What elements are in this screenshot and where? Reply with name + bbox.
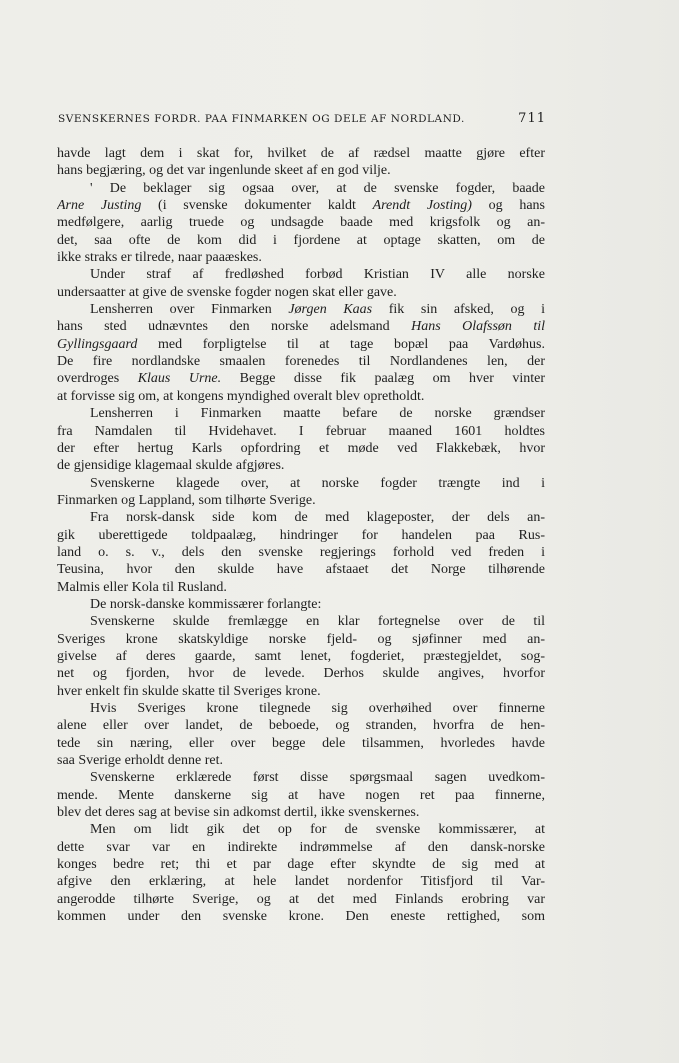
text-segment: dette svar var en indirekte indrømmelse af den dansk-norske xyxy=(57,839,545,855)
page-number: 711 xyxy=(518,111,546,126)
text-line xyxy=(57,405,545,422)
text-segment: det, saa ofte de kom did i fjordene at optage skatten, om de xyxy=(57,232,545,248)
page-header xyxy=(58,111,546,129)
text-segment: de gjensidige klagemaal skulde afgjøres. xyxy=(57,458,285,474)
text-segment: De fire nordlandske smaalen forenedes til Nordlandenes len, der xyxy=(57,354,545,370)
text-line xyxy=(57,717,545,734)
text-segment: blev det deres sag at bevise sin adkomst dertil, ikke svenskernes. xyxy=(57,805,420,821)
text-segment: angerodde tilhørte Sverige, og at det med Finlands erobring var xyxy=(57,891,545,907)
text-line xyxy=(57,527,545,544)
text-line xyxy=(57,752,545,769)
text-line xyxy=(57,665,545,682)
text-segment: hans begjæring, og det var ingenlunde skeet af en god vilje. xyxy=(57,163,391,179)
text-segment: land o. s. v., dels den svenske regjerings forhold ved freden i xyxy=(57,544,545,560)
text-line xyxy=(57,423,545,440)
text-segment: Fra norsk-dansk side kom de med klageposter, der dels an- xyxy=(90,510,545,526)
text-segment: (i svenske dokumenter kaldt xyxy=(141,198,373,214)
text-segment: Teusina, hvor den skulde have afstaaet det Norge tilhørende xyxy=(57,562,545,578)
text-segment: Lensherren over Finmarken xyxy=(90,302,289,318)
text-segment: givelse af deres gaarde, samt lenet, fogderiet, præstegjeldet, sog- xyxy=(57,648,545,664)
text-line xyxy=(57,544,545,561)
italic-name: Klaus Urne. xyxy=(137,371,222,387)
text-segment: Lensherren i Finmarken maatte befare de norske grændser xyxy=(90,406,545,422)
text-line xyxy=(57,266,545,283)
text-line xyxy=(57,180,545,197)
italic-name: Gyllingsgaard xyxy=(57,336,138,352)
text-segment: alene eller over landet, de beboede, og stranden, hvorfra de hen- xyxy=(57,718,545,734)
text-segment: mende. Mente danskerne sig at have nogen ret paa finnerne, xyxy=(57,787,545,803)
text-line xyxy=(57,214,545,231)
text-segment: tede sin næring, eller over begge dele tilsammen, hvorledes havde xyxy=(57,735,545,751)
text-segment: Svenskerne skulde fremlægge en klar fortegnelse over de til xyxy=(90,614,545,630)
text-segment: Svenskerne erklærede først disse spørgsmaal sagen uvedkom- xyxy=(90,770,545,786)
text-segment: gik uberettigede toldpaalæg, hindringer for handelen paa Rus- xyxy=(57,527,545,543)
text-line xyxy=(57,769,545,786)
text-line xyxy=(57,631,545,648)
text-segment: Finmarken og Lappland, som tilhørte Sverige. xyxy=(57,492,316,508)
text-line xyxy=(57,492,545,509)
text-segment: fik sin afsked, og i xyxy=(372,302,545,318)
text-line xyxy=(57,475,545,492)
text-segment: afgive den erklæring, at hele landet nordenfor Titisfjord til Var- xyxy=(57,874,545,890)
text-line xyxy=(57,908,545,925)
running-title: SVENSKERNES FORDR. PAA FINMARKEN OG DELE AF NORDLAND. xyxy=(58,113,465,125)
text-line xyxy=(57,735,545,752)
text-segment: Men om lidt gik det op for de svenske kommissærer, at xyxy=(90,822,545,838)
text-segment: De norsk-danske kommissærer forlangte: xyxy=(90,596,322,612)
text-segment: havde lagt dem i skat for, hvilket de af rædsel maatte gjøre efter xyxy=(57,146,545,161)
text-line xyxy=(57,388,545,405)
text-segment: overdroges xyxy=(57,371,138,387)
text-segment: Under straf af fredløshed forbød Kristian IV alle norske xyxy=(90,267,545,283)
text-line xyxy=(57,509,545,526)
text-segment: hans sted udnævntes den norske adelsmand xyxy=(57,319,412,335)
text-segment: Svenskerne klagede over, at norske fogder trængte ind i xyxy=(90,475,545,491)
text-line xyxy=(57,284,545,301)
text-segment: der efter hertug Karls opfordring et møde ved Flakkebæk, hvor xyxy=(57,440,545,456)
text-segment: kommen under den svenske krone. Den eneste rettighed, som xyxy=(57,909,545,925)
text-segment: Malmis eller Kola til Rusland. xyxy=(57,579,227,595)
text-line xyxy=(57,561,545,578)
italic-name: Arne Justing xyxy=(57,198,142,214)
text-line xyxy=(57,839,545,856)
text-segment: medfølgere, aarlig truede og undsagde baade med krigsfolk og an- xyxy=(57,215,545,231)
text-line xyxy=(57,596,545,613)
text-line xyxy=(57,145,545,162)
text-segment: og hans xyxy=(471,198,545,214)
text-segment: saa Sverige erholdt denne ret. xyxy=(57,753,223,769)
text-segment: ikke straks er tilrede, naar paaæskes. xyxy=(57,250,262,266)
text-line xyxy=(57,318,545,335)
text-line xyxy=(57,232,545,249)
body-text xyxy=(57,145,545,925)
text-line xyxy=(57,301,545,318)
text-segment: Begge disse fik paalæg om hver vinter xyxy=(221,371,545,387)
text-segment: konges bedre ret; thi et par dage efter skyndte de sig med at xyxy=(57,857,545,873)
text-line xyxy=(57,162,545,179)
italic-name: Hans Olafssøn til xyxy=(411,319,545,335)
text-segment: ' De beklager sig ogsaa over, at de svenske fogder, baade xyxy=(90,180,545,196)
text-segment: Sveriges krone skatskyldige norske fjeld- og sjøfinner med an- xyxy=(57,631,545,647)
text-segment: Hvis Sveriges krone tilegnede sig overhøihed over finnerne xyxy=(90,701,545,716)
italic-name: Arendt Josting) xyxy=(372,198,472,214)
text-line xyxy=(57,613,545,630)
text-line xyxy=(57,197,545,214)
text-segment: net og fjorden, hvor de levede. Derhos skulde angives, hvorfor xyxy=(57,666,545,682)
text-segment: fra Namdalen til Hvidehavet. I februar maaned 1601 holdtes xyxy=(57,423,545,439)
text-line xyxy=(57,787,545,804)
text-line xyxy=(57,249,545,266)
text-line xyxy=(57,821,545,838)
text-segment: hver enkelt fin skulde skatte til Sveriges krone. xyxy=(57,683,321,699)
text-segment: at forvisse sig om, at kongens myndighed overalt blev opretholdt. xyxy=(57,388,425,404)
text-segment: undersaatter at give de svenske fogder nogen skat eller gave. xyxy=(57,284,397,300)
text-line xyxy=(57,370,545,387)
text-line xyxy=(57,804,545,821)
text-line xyxy=(57,457,545,474)
text-line xyxy=(57,648,545,665)
text-line xyxy=(57,700,545,717)
text-line xyxy=(57,856,545,873)
text-line xyxy=(57,891,545,908)
text-line xyxy=(57,579,545,596)
text-segment: med forpligtelse til at tage bopæl paa Vardøhus. xyxy=(137,336,545,352)
text-line xyxy=(57,873,545,890)
text-line xyxy=(57,336,545,353)
text-line xyxy=(57,440,545,457)
italic-name: Jørgen Kaas xyxy=(288,302,373,318)
text-line xyxy=(57,683,545,700)
text-line xyxy=(57,353,545,370)
